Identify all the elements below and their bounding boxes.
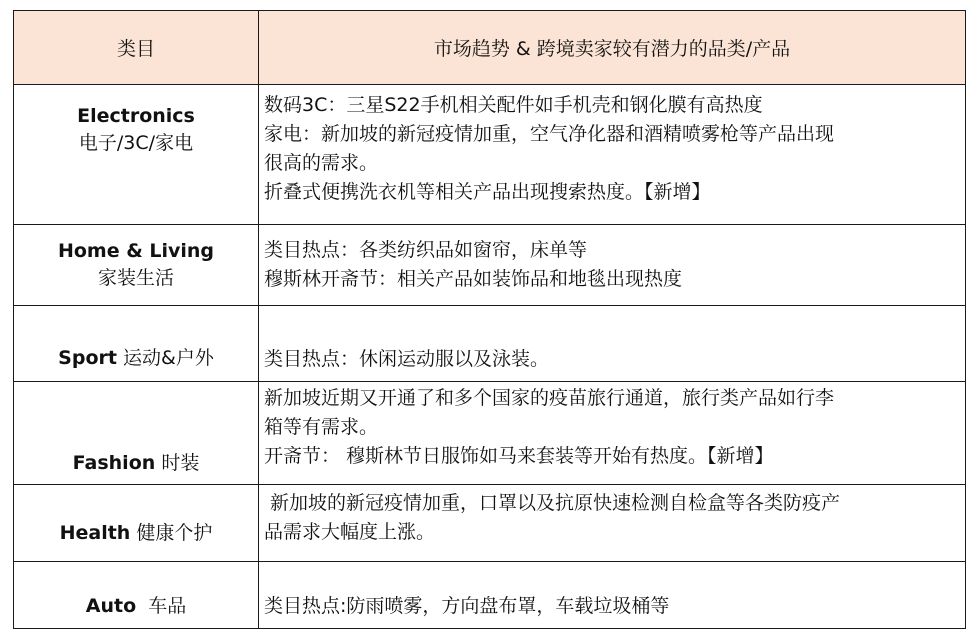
table-header-row: [14, 11, 966, 85]
description-line: 新加坡近期又开通了和多个国家的疫苗旅行通道，旅行类产品如行李: [264, 387, 835, 409]
description-line: 家电：新加坡的新冠疫情加重，空气净化器和酒精喷雾枪等产品出现: [264, 123, 835, 145]
header-category: 类目: [14, 11, 259, 85]
table-row: [14, 485, 966, 562]
description-cell: [259, 485, 966, 562]
description-line: 穆斯林开斋节：相关产品如装饰品和地毯出现热度: [264, 268, 683, 290]
description-line: 类目热点:防雨喷雾，方向盘布罩，车载垃圾桶等: [264, 595, 670, 617]
category-cell: [14, 562, 259, 629]
description-line: 类目热点：休闲运动服以及泳装。: [264, 348, 550, 370]
category-en: Sport: [58, 347, 117, 369]
category-zh: 家装生活: [97, 267, 174, 289]
description-line: 开斋节： 穆斯林节日服饰如马来套装等开始有热度。【新增】: [264, 445, 774, 467]
description-line: 新加坡的新冠疫情加重，口罩以及抗原快速检测自检盒等各类防疫产: [264, 492, 841, 514]
category-zh: 健康个护: [136, 522, 213, 544]
description-line: 数码3C：三星S22手机相关配件如手机壳和钢化膜有高热度: [264, 94, 763, 116]
table-row: [14, 85, 966, 225]
category-en: Health: [59, 522, 131, 544]
trend-table-container: [13, 10, 965, 629]
table-row: [14, 562, 966, 629]
description-line: 折叠式便携洗衣机等相关产品出现搜索热度。【新增】: [264, 181, 711, 203]
category-en: Home & Living: [57, 240, 215, 262]
description-cell: [259, 85, 966, 225]
header-trend: 市场趋势 & 跨境卖家较有潜力的品类/产品: [259, 11, 966, 85]
category-cell: [14, 225, 259, 306]
description-line: 品需求大幅度上涨。: [264, 521, 436, 543]
description-cell: [259, 562, 966, 629]
table-row: [14, 225, 966, 306]
trend-table: [13, 10, 966, 629]
description-line: 箱等有需求。: [264, 416, 379, 438]
category-en: Electronics: [77, 105, 195, 127]
category-cell: [14, 382, 259, 485]
category-zh: 时装: [161, 452, 200, 474]
table-row: [14, 306, 966, 382]
category-en: Fashion: [72, 452, 156, 474]
category-en: Auto: [85, 595, 137, 617]
category-zh: 车品: [142, 595, 187, 617]
description-line: 类目热点：各类纺织品如窗帘，床单等: [264, 239, 588, 261]
category-zh: 电子/3C/家电: [78, 132, 194, 154]
category-cell: [14, 85, 259, 225]
category-cell: [14, 485, 259, 562]
description-cell: [259, 225, 966, 306]
description-cell: [259, 306, 966, 382]
description-cell: [259, 382, 966, 485]
category-cell: [14, 306, 259, 382]
table-row: [14, 382, 966, 485]
category-zh: 运动&户外: [123, 347, 214, 369]
description-line: 很高的需求。: [264, 152, 379, 174]
